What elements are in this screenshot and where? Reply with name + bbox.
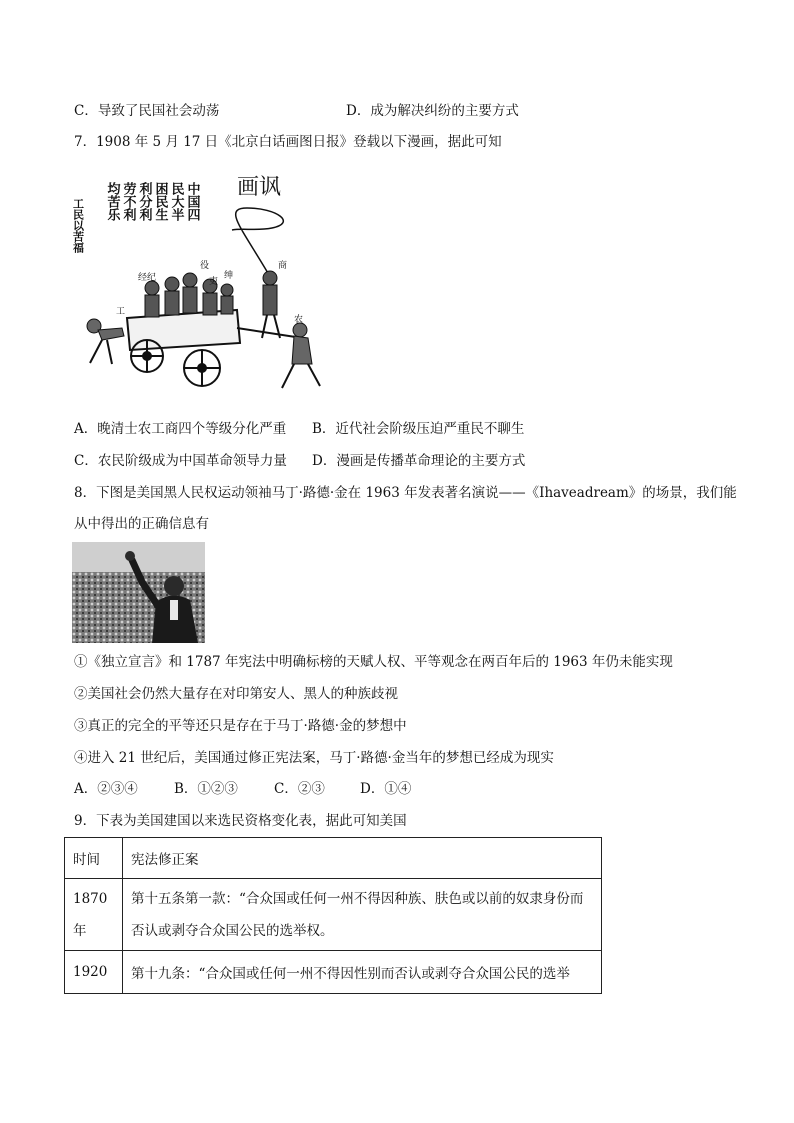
q8-option-a: A．②③④ <box>74 781 138 797</box>
amendment-table <box>64 837 602 994</box>
label-yi: 役 <box>200 261 210 271</box>
row-1920-year: 1920 <box>65 951 123 994</box>
q8-option-d: D．①④ <box>360 781 412 797</box>
row-1870-year: 1870 <box>73 890 108 907</box>
q9-stem: 9．下表为美国建国以来选民资格变化表，据此可知美国 <box>74 813 407 829</box>
q8-option-c: C．②③ <box>274 781 325 797</box>
q7-cartoon-image <box>72 168 328 398</box>
q7-options-row-2 <box>74 451 525 471</box>
q8-statement-2: ②美国社会仍然大量存在对印第安人、黑人的种族歧视 <box>74 686 398 702</box>
q6-option-c: C．导致了民国社会动荡 <box>74 103 220 119</box>
q7-stem: 7．1908 年 5 月 17 日《北京白话画图日报》登载以下漫画，据此可知 <box>74 134 502 150</box>
row-1920-text-1: 第十九条：“合众国或任何一州不得因性别而否认或剥夺合众国公民的选举 <box>123 951 602 994</box>
table-header-row <box>65 838 602 879</box>
q7-option-b: B．近代社会阶级压迫严重民不聊生 <box>312 421 525 437</box>
label-shen: 绅 <box>224 271 234 281</box>
q6-option-d: D．成为解决纠纷的主要方式 <box>346 103 519 119</box>
label-shang: 商 <box>278 261 288 271</box>
table-row <box>65 951 602 994</box>
label-nong: 农 <box>294 315 304 325</box>
q7-option-c: C．农民阶级成为中国革命领导力量 <box>74 453 287 469</box>
q8-stem-line-1: 8．下图是美国黑人民权运动领袖马丁·路德·金在 1963 年发表著名演说——《Ihaveadream》的场景，我们能 <box>74 485 737 501</box>
q7-option-d: D．漫画是传播革命理论的主要方式 <box>312 453 526 469</box>
row-1870-text-1: 第十五条第一款：“合众国或任何一州不得因种族、肤色或以前的奴隶身份而 <box>131 890 584 907</box>
q7-options-row-1 <box>74 419 524 439</box>
table-row <box>65 879 602 951</box>
header-time: 时间 <box>65 838 123 879</box>
q8-option-b: B．①②③ <box>174 781 238 797</box>
cartoon-caption-6: 均苦乐 <box>104 182 120 221</box>
label-jingji: 经纪 <box>138 273 157 283</box>
row-1870-text-2: 否认或剥夺合众国公民的选举权。 <box>131 922 334 939</box>
q7-option-a: A．晚清士农工商四个等级分化严重 <box>74 421 287 437</box>
cartoon-side-text: 工民以苦福 <box>72 198 85 253</box>
q8-statement-3: ③真正的完全的平等还只是存在于马丁·路德·金的梦想中 <box>74 718 407 734</box>
row-1870-year-unit: 年 <box>73 922 87 939</box>
cartoon-caption-2: 民大半 <box>168 182 184 221</box>
q8-stem-line-2: 从中得出的正确信息有 <box>74 516 209 532</box>
q6-options-row <box>74 101 519 121</box>
cartoon-caption-5: 劳不利 <box>120 182 136 221</box>
q8-statement-1: ①《独立宣言》和 1787 年宪法中明确标榜的天赋人权、平等观念在两百年后的 1963 年仍未能实现 <box>74 654 673 670</box>
cartoon-caption-4: 利分利 <box>136 182 152 221</box>
label-gong: 工 <box>116 307 126 317</box>
cartoon-caption-3: 困民生 <box>152 182 168 221</box>
cartoon-caption-1: 中国四 <box>184 182 200 221</box>
q8-speech-photo <box>72 542 205 643</box>
label-li: 吏 <box>209 277 219 287</box>
header-amendment: 宪法修正案 <box>123 838 602 879</box>
q8-options-row <box>74 779 411 799</box>
cartoon-title: 画讽 <box>237 175 282 200</box>
q8-statement-4: ④进入 21 世纪后，美国通过修正宪法案，马丁·路德·金当年的梦想已经成为现实 <box>74 750 554 766</box>
